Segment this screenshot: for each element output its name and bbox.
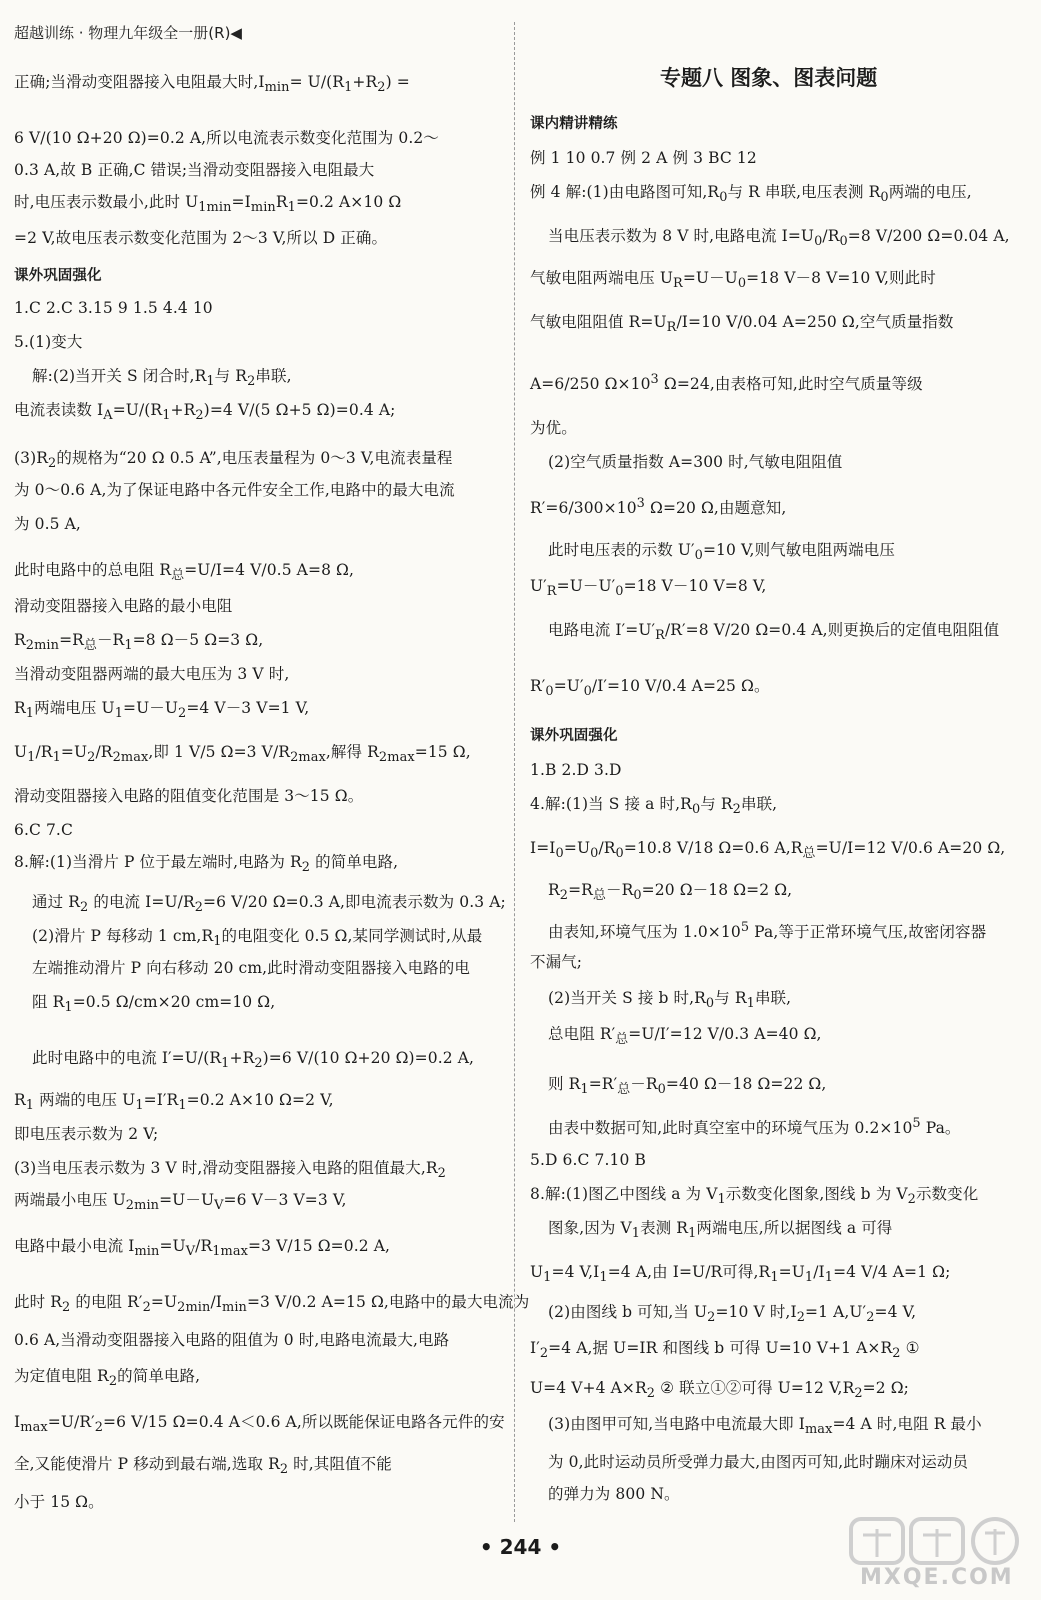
text-line: 电流表读数 $I_A=U/(R_1+R_2)=4$ V/(5 Ω+5 Ω)=0.4 A; xyxy=(14,401,396,424)
text-line: $U_1=4$ $V,I_1=4$ A,由 I=U/R可得$,R_1=U_1/I_1=4$ V/4 A=1 Ω; xyxy=(530,1263,951,1286)
text-line: 解:(2)当开关 S 闭合时$,R_1$与 $R_2$串联, xyxy=(32,367,292,390)
text-line: 为 0～0.6 A,为了保证电路中各元件安全工作,电路中的最大电流 xyxy=(14,481,455,499)
text-line: 8.解:(1)当滑片 P 位于最左端时,电路为 $R_2$ 的简单电路, xyxy=(14,853,399,876)
text-line: $R_1$两端电压 $U_1=U-U_2=4$ V－3 V=1 V, xyxy=(14,699,310,722)
text-line: $(3)R_2$的规格为“20 Ω 0.5 A”,电压表量程为 0～3 V,电流表量程 xyxy=(14,449,453,472)
text-line: 5.(1)变大 xyxy=(14,333,83,351)
text-line: (2)由图线 b 可知,当 $U_2=10$ V 时$,I_2=1$ $A,U'_2=4$ V, xyxy=(548,1303,917,1326)
text-line: 气敏电阻两端电压 $U_R=U-U_0=18$ V－8 V=10 V,则此时 xyxy=(530,269,936,292)
section-heading: 课外巩固强化 xyxy=(14,268,102,284)
text-line: 此时电路中的总电阻 $R_总=U/I=4$ V/0.5 A=8 Ω, xyxy=(14,561,355,584)
text-line: 小于 15 Ω。 xyxy=(14,1493,104,1511)
text-line: 阻 $R_1=0.5$ Ω/cm×20 cm=10 Ω, xyxy=(32,993,276,1016)
text-line: (3)由图甲可知,当电路中电流最大即 $I_{max}=4$ A 时,电阻 R 最小 xyxy=(548,1415,982,1438)
text-line: $I_{max}=U/R'_2=6$ V/15 Ω=0.4 A＜0.6 A,所以既能保证电路各元件的安 xyxy=(14,1413,505,1436)
text-line: 电路电流 $I'=U'_R/R'=8$ V/20 Ω=0.4 A,则更换后的定值电阻阻值 xyxy=(548,621,1000,644)
text-line: 的弹力为 800 N。 xyxy=(548,1485,680,1503)
text-line: 左端推动滑片 P 向右移动 20 cm,此时滑动变阻器接入电路的电 xyxy=(32,959,470,977)
watermark-text: MXQE.COM xyxy=(860,1565,1014,1590)
text-line: $I=I_0=U_0/R_0=10.8$ V/18 Ω=0.6 $A,R_总=U/I=12$ V/0.6 A=20 Ω, xyxy=(530,839,1006,862)
text-line: $R_1$ 两端的电压 $U_1=I'R_1=0.2$ A×10 Ω=2 V, xyxy=(14,1091,334,1114)
text-line: 由表中数据可知,此时真空室中的环境气压为 $0.2\times 10^5$ Pa。 xyxy=(548,1116,961,1138)
text-line: 图象,因为 $V_1$表测 $R_1$两端电压,所以据图线 a 可得 xyxy=(548,1219,893,1242)
section-title: 专题八 图象、图表问题 xyxy=(660,66,878,90)
text-line: 时,电压表示数最小,此时 $U_{1min}=I_{min}R_1=0.2$ A×10 Ω xyxy=(14,193,402,216)
text-line: 则 $R_1=R'_总-R_0=40$ Ω－18 Ω=22 Ω, xyxy=(548,1075,827,1098)
text-line: 滑动变阻器接入电路的阻值变化范围是 3～15 Ω。 xyxy=(14,787,364,805)
text-line: $U'_R=U-U'_0=18$ V－10 V=8 V, xyxy=(530,577,767,600)
text-line: 为定值电阻 $R_2$的简单电路, xyxy=(14,1367,201,1390)
text-line: 此时电路中的电流 $I'=U/(R_1+R_2)=6$ V/(10 Ω+20 Ω)=0.2 A, xyxy=(32,1049,475,1072)
text-line: 全,又能使滑片 P 移动到最右端,选取 $R_2$ 时,其阻值不能 xyxy=(14,1455,392,1478)
text-line: 6 V/(10 Ω+20 Ω)=0.2 A,所以电流表示数变化范围为 0.2～ xyxy=(14,129,439,147)
page-header: 超越训练 · 物理九年级全一册(R)◀ xyxy=(14,24,242,42)
text-line: 总电阻 $R'_总=U/I'=12$ V/0.3 A=40 Ω, xyxy=(548,1025,822,1048)
text-line: 8.解:(1)图乙中图线 a 为 $V_1$示数变化图象,图线 b 为 $V_2$示数变化 xyxy=(530,1185,979,1208)
text-line: 即电压表示数为 2 V; xyxy=(14,1125,159,1143)
text-line: 两端最小电压 $U_{2min}=U-U_V=6$ V－3 V=3 V, xyxy=(14,1191,347,1214)
text-line: $R_2=R_总-R_0=20$ Ω－18 Ω=2 Ω, xyxy=(548,881,793,904)
text-line: A=6/250 $\Omega\times 10^3$ Ω=24,由表格可知,此时空气质量等级 xyxy=(530,372,923,394)
text-line: (2)滑片 P 每移动 1 $cm,R_1$的电阻变化 0.5 Ω,某同学测试时,从最 xyxy=(32,927,483,950)
text-line: $U_1/R_1=U_2/R_{2max}$,即 1 V/5 Ω=3 $V/R_{2max}$,解得 $R_{2max}=15$ Ω, xyxy=(14,743,471,766)
text-line: 为 0.5 A, xyxy=(14,515,81,533)
text-line: 此时 $R_2$ 的电阻 $R'_2=U_{2min}/I_{min}=3$ V/0.2 A=15 Ω,电路中的最大电流为 xyxy=(14,1293,530,1316)
text-line: 6.C 7.C xyxy=(14,821,73,839)
text-line: 为 0,此时运动员所受弹力最大,由图丙可知,此时蹦床对运动员 xyxy=(548,1453,969,1471)
text-line: $R_{2min}=R_总-R_1=8$ Ω－5 Ω=3 Ω, xyxy=(14,631,264,654)
text-line: (2)当开关 S 接 b 时$,R_0$与 $R_1$串联, xyxy=(548,989,792,1012)
text-line: 4.解:(1)当 S 接 a 时$,R_0$与 $R_2$串联, xyxy=(530,795,778,818)
text-line: 不漏气; xyxy=(530,953,583,971)
text-line: 0.6 A,当滑动变阻器接入电路的阻值为 0 时,电路电流最大,电路 xyxy=(14,1331,450,1349)
text-line: 例 1 10 0.7 例 2 A 例 3 BC 12 xyxy=(530,149,757,167)
text-line: $I'_2=4$ A,据 U=IR 和图线 b 可得 U=10 V+1 $A\times R_2$ ① xyxy=(530,1339,920,1362)
text-line: 通过 $R_2$ 的电流 $I=U/R_2=6$ V/20 Ω=0.3 A,即电流表示数为 0.3 A; xyxy=(32,893,506,916)
text-line: 气敏电阻阻值 $R=U_R/I=10$ V/0.04 A=250 Ω,空气质量指数 xyxy=(530,313,954,336)
text-line: U=4 V+4 $A\times R_2$ ② 联立①②可得 U=12 $V,R_2=2$ Ω; xyxy=(530,1379,910,1402)
text-line: 1.B 2.D 3.D xyxy=(530,761,622,779)
text-line: 电路中最小电流 $I_{min}=U_V/R_{1max}=3$ V/15 Ω=0.2 A, xyxy=(14,1237,391,1260)
text-line: =2 V,故电压表示数变化范围为 2～3 V,所以 D 正确。 xyxy=(14,229,388,247)
text-line: 例 4 解:(1)由电路图可知$,R_0$与 R 串联,电压表测 $R_0$两端的电压, xyxy=(530,183,972,206)
text-line: 滑动变阻器接入电路的最小电阻 xyxy=(14,597,233,615)
section-heading: 课外巩固强化 xyxy=(530,728,618,744)
text-line: 当电压表示数为 8 V 时,电路电流 $I=U_0/R_0=8$ V/200 Ω=0.04 A, xyxy=(548,227,1010,250)
text-line: 为优。 xyxy=(530,419,577,437)
section-heading: 课内精讲精练 xyxy=(530,116,618,132)
text-line: 5.D 6.C 7.10 B xyxy=(530,1151,646,1169)
text-line: 0.3 A,故 B 正确,C 错误;当滑动变阻器接入电阻最大 xyxy=(14,161,375,179)
text-line: 由表知,环境气压为 $1.0\times 10^5$ Pa,等于正常环境气压,故密闭容器 xyxy=(548,920,987,942)
text-line: 此时电压表的示数 $U'_0=10$ V,则气敏电阻两端电压 xyxy=(548,541,895,564)
text-line: 当滑动变阻器两端的最大电压为 3 V 时, xyxy=(14,665,290,683)
text-line: (3)当电压表示数为 3 V 时,滑动变阻器接入电路的阻值最大$,R_2$ xyxy=(14,1159,446,1182)
text-line: $R'_0=U'_0/I'=10$ V/0.4 A=25 Ω。 xyxy=(530,677,770,700)
page-number: • 244 • xyxy=(479,1535,562,1559)
text-line: 正确;当滑动变阻器接入电阻最大时$,I_{min}= U/(R_1+R_2)$ = xyxy=(14,73,410,96)
text-line: $R'=6/300\times 10^3$ Ω=20 Ω,由题意知, xyxy=(530,496,787,518)
text-line: 1.C 2.C 3.15 9 1.5 4.4 10 xyxy=(14,299,213,317)
text-line: (2)空气质量指数 A=300 时,气敏电阻阻值 xyxy=(548,453,843,471)
